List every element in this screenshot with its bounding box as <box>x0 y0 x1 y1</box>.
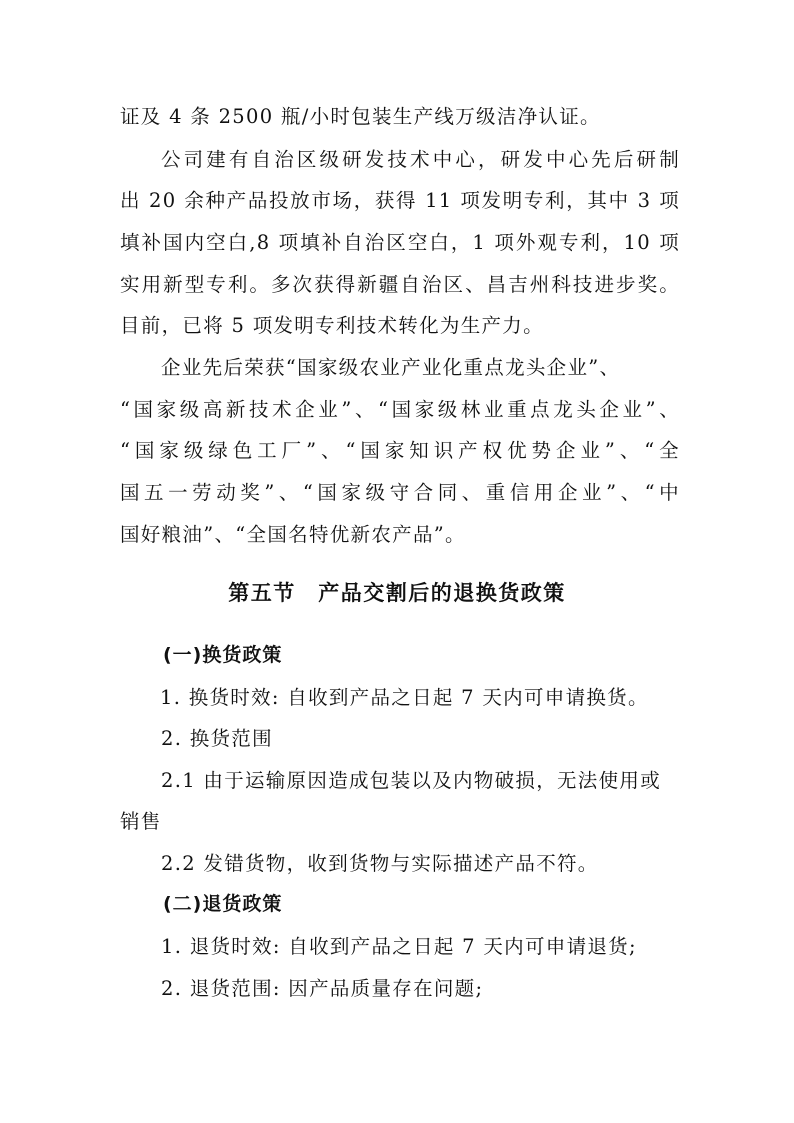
honors-paragraph-line: 企业先后荣获“国家级农业产业化重点龙头企业”、 <box>161 356 621 379</box>
exchange-policy-heading: (一)换货政策 <box>163 644 283 666</box>
intro-line: 证及 4 条 2500 瓶/小时包装生产线万级洁净认证。 <box>120 105 601 128</box>
section-title: 第五节 产品交割后的退换货政策 <box>228 581 566 605</box>
rd-paragraph-line: 填补国内空白,8 项填补自治区空白，1 项外观专利，10 项 <box>120 231 680 254</box>
honors-paragraph-line: 国好粮油”、“全国名特优新农产品”。 <box>120 523 466 546</box>
rd-paragraph-line: 目前，已将 5 项发明专利技术转化为生产力。 <box>120 314 544 337</box>
return-item: 2. 退货范围: 因产品质量存在问题; <box>161 977 484 1000</box>
exchange-item: 2.2 发错货物，收到货物与实际描述产品不符。 <box>161 852 599 875</box>
return-policy-heading: (二)退货政策 <box>163 893 283 915</box>
honors-paragraph-line: “国家级高新技术企业”、“国家级林业重点龙头企业”、 <box>120 398 680 421</box>
exchange-item: 销售 <box>120 810 162 833</box>
exchange-item: 2.1 由于运输原因造成包装以及内物破损，无法使用或 <box>161 769 662 792</box>
exchange-item: 2. 换货范围 <box>161 727 273 750</box>
honors-paragraph-line: “国家级绿色工厂”、“国家知识产权优势企业”、“全 <box>120 439 680 462</box>
honors-paragraph-line: 国五一劳动奖”、“国家级守合同、重信用企业”、“中 <box>120 481 680 504</box>
rd-paragraph-line: 公司建有自治区级研发技术中心，研发中心先后研制 <box>161 148 680 171</box>
rd-paragraph-line: 出 20 余种产品投放市场，获得 11 项发明专利，其中 3 项 <box>120 189 680 212</box>
return-item: 1. 退货时效: 自收到产品之日起 7 天内可申请退货; <box>161 935 637 958</box>
exchange-item: 1. 换货时效: 自收到产品之日起 7 天内可申请换货。 <box>160 686 649 709</box>
rd-paragraph-line: 实用新型专利。多次获得新疆自治区、昌吉州科技进步奖。 <box>120 273 680 296</box>
